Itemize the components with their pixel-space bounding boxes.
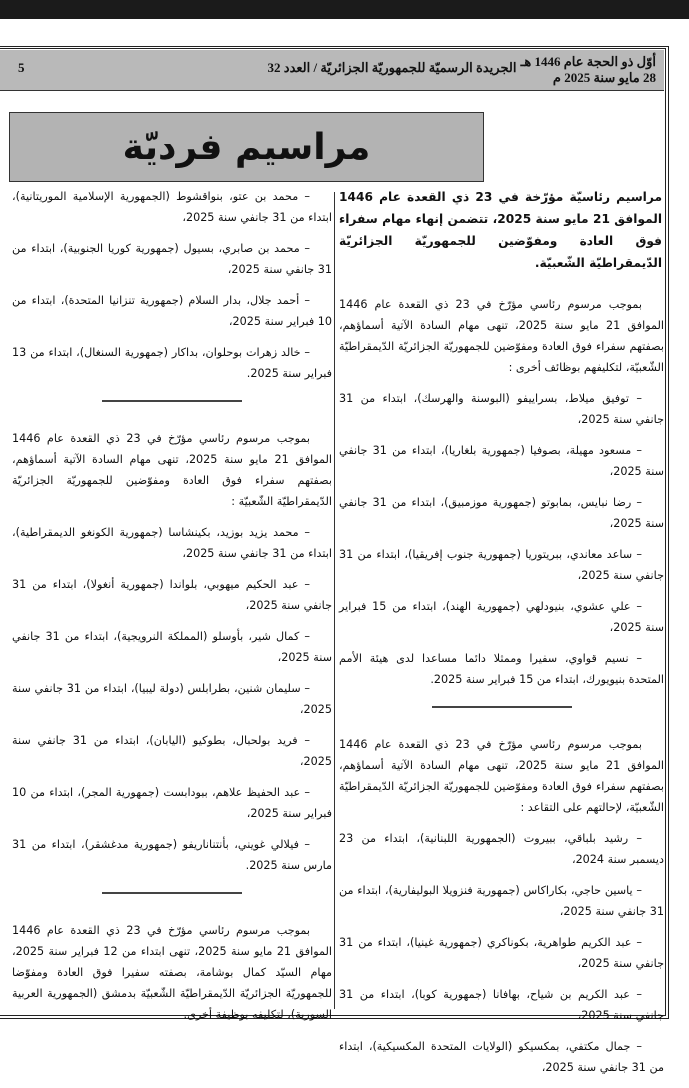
decree-item: – نسيم قواوي، سفيرا وممثلا دائما مساعدا لدى هيئة الأمم المتحدة بنيويورك، ابتداء من 15 فبراير سنة 2025. xyxy=(339,652,664,686)
decree-intro: بموجب مرسوم رئاسي مؤرّخ في 23 ذي القعدة عام 1446 الموافق 21 مايو سنة 2025، تنهى مهام السادة الآتية أسماؤهم، بصفتهم سفراء فوق العادة ومفوّضين للجمهوريّة الجزائريّة الدّيمقراطيّة الشّعبيّة، لإحالتهم على التقاعد : xyxy=(339,738,664,814)
decree-text: بموجب مرسوم رئاسي مؤرّخ في 23 ذي القعدة عام 1446 الموافق 21 مايو سنة 2025، تنهى ابتداء من 12 فبراير سنة 2025، مهام السيّد كمال بوشامة، بصفته سفيرا فوق العادة ومفوّضا للجمهوريّة الجزائريّة الدّيمقراطيّة الشّعبيّة بدمشق (الجمهورية العربية السورية)، لتكليفه بوظيفة أخرى. xyxy=(12,924,333,1021)
decree-item: – جمال مكتفي، بمكسيكو (الولايات المتحدة المكسيكية)، ابتداء من 31 جانفي سنة 2025، xyxy=(339,1040,664,1074)
right-column xyxy=(339,186,664,1088)
journal-header xyxy=(0,50,664,91)
section-separator xyxy=(102,892,242,894)
left-column xyxy=(12,186,332,1035)
decrees-heading: مراسيم رئاسيّة مؤرّخة في 23 ذي القعدة عام 1446 الموافق 21 مايو سنة 2025، تتضمن إنهاء مهام سفراء فوق العادة ومفوّضين للجمهوريّة الجزائريّة الدّيمقراطيّة الشّعبيّة. xyxy=(339,190,663,270)
top-black-bar xyxy=(0,0,689,19)
decree-item: – خالد زهرات بوحلوان، بداكار (جمهورية السنغال)، ابتداء من 13 فبراير سنة 2025. xyxy=(12,346,332,380)
page-number: 5 xyxy=(18,60,25,75)
decree-item: – ياسين حاجي، بكاراكاس (جمهورية فنزويلا البوليفارية)، ابتداء من 31 جانفي سنة 2025، xyxy=(339,884,664,918)
decree-item: – عبد الحكيم ميهوبي، بلواندا (جمهورية أنغولا)، ابتداء من 31 جانفي سنة 2025، xyxy=(12,578,332,612)
decree-intro: بموجب مرسوم رئاسي مؤرّخ في 23 ذي القعدة عام 1446 الموافق 21 مايو سنة 2025، تنهى مهام السادة الآتية أسماؤهم، بصفتهم سفراء فوق العادة ومفوّضين للجمهوريّة الجزائريّة الدّيمقراطيّة الشّعبيّة : xyxy=(12,432,332,508)
section-title-banner xyxy=(9,112,484,182)
hijri-date: أوّل ذو الحجة عام 1446 هـ xyxy=(520,54,656,69)
gregorian-date: 28 مايو سنة 2025 م xyxy=(552,70,656,85)
decree-item: – توفيق ميلاط، بسراييفو (البوسنة والهرسك)، ابتداء من 31 جانفي سنة 2025، xyxy=(339,392,664,426)
journal-title: الجريدة الرسميّة للجمهوريّة الجزائريّة / العدد 32 xyxy=(267,60,517,75)
decree-item: – رشيد بلباقي، ببيروت (الجمهورية اللبنانية)، ابتداء من 23 ديسمبر سنة 2024، xyxy=(339,832,664,866)
decree-item: – علي عشوي، بنيودلهي (جمهورية الهند)، ابتداء من 15 فبراير سنة 2025، xyxy=(339,600,664,634)
decree-item: – محمد يزيد بوزيد، بكينشاسا (جمهورية الكونغو الديمقراطية)، ابتداء من 31 جانفي سنة 2025، xyxy=(12,526,332,560)
decree-item: – فيلالي غويني، بأنتناناريفو (جمهورية مدغشقر)، ابتداء من 31 مارس سنة 2025. xyxy=(12,838,332,872)
section-title: مراسيم فرديّة xyxy=(122,126,371,168)
decree-item: – عبد الكريم طواهرية، بكوناكري (جمهورية غينيا)، ابتداء من 31 جانفي سنة 2025، xyxy=(339,936,664,970)
section-separator xyxy=(432,706,572,708)
decree-item: – عبد الحفيظ علاهم، ببودابست (جمهورية المجر)، ابتداء من 10 فبراير سنة 2025، xyxy=(12,786,332,820)
decree-item: – فريد بولحبال، بطوكيو (اليابان)، ابتداء من 31 جانفي سنة 2025، xyxy=(12,734,332,768)
decree-item: – رضا نبايس، بمابوتو (جمهورية موزمبيق)، ابتداء من 31 جانفي سنة 2025، xyxy=(339,496,664,530)
decree-item: – أحمد جلال، بدار السلام (جمهورية تنزانيا المتحدة)، ابتداء من 10 فبراير سنة 2025، xyxy=(12,294,332,328)
column-divider xyxy=(334,192,335,1009)
decree-item: – مسعود مهيلة، بصوفيا (جمهورية بلغاريا)، ابتداء من 31 جانفي سنة 2025، xyxy=(339,444,664,478)
decree-item: – ساعد معاندي، ببريتوريا (جمهورية جنوب إفريقيا)، ابتداء من 31 جانفي سنة 2025، xyxy=(339,548,664,582)
decree-item: – كمال شير، بأوسلو (المملكة النرويجية)، ابتداء من 31 جانفي سنة 2025، xyxy=(12,630,332,664)
decree-item: – محمد بن صابري، بسيول (جمهورية كوريا الجنوبية)، ابتداء من 31 جانفي سنة 2025، xyxy=(12,242,332,276)
section-separator xyxy=(102,400,242,402)
decree-intro: بموجب مرسوم رئاسي مؤرّخ في 23 ذي القعدة عام 1446 الموافق 21 مايو سنة 2025، تنهى مهام السادة الآتية أسماؤهم، بصفتهم سفراء فوق العادة ومفوّضين للجمهوريّة الجزائريّة الدّيمقراطيّة الشّعبيّة، لتكليفهم بوظائف أخرى : xyxy=(339,298,664,374)
decree-item: – سليمان شنين، بطرابلس (دولة ليبيا)، ابتداء من 31 جانفي سنة 2025، xyxy=(12,682,332,716)
decree-item: – محمد بن عتو، بنواقشوط (الجمهورية الإسلامية الموريتانية)، ابتداء من 31 جانفي سنة 2025، xyxy=(12,190,332,224)
decree-item: – عبد الكريم بن شياح، بهافانا (جمهورية كوبا)، ابتداء من 31 جانفي سنة 2025، xyxy=(339,988,664,1022)
